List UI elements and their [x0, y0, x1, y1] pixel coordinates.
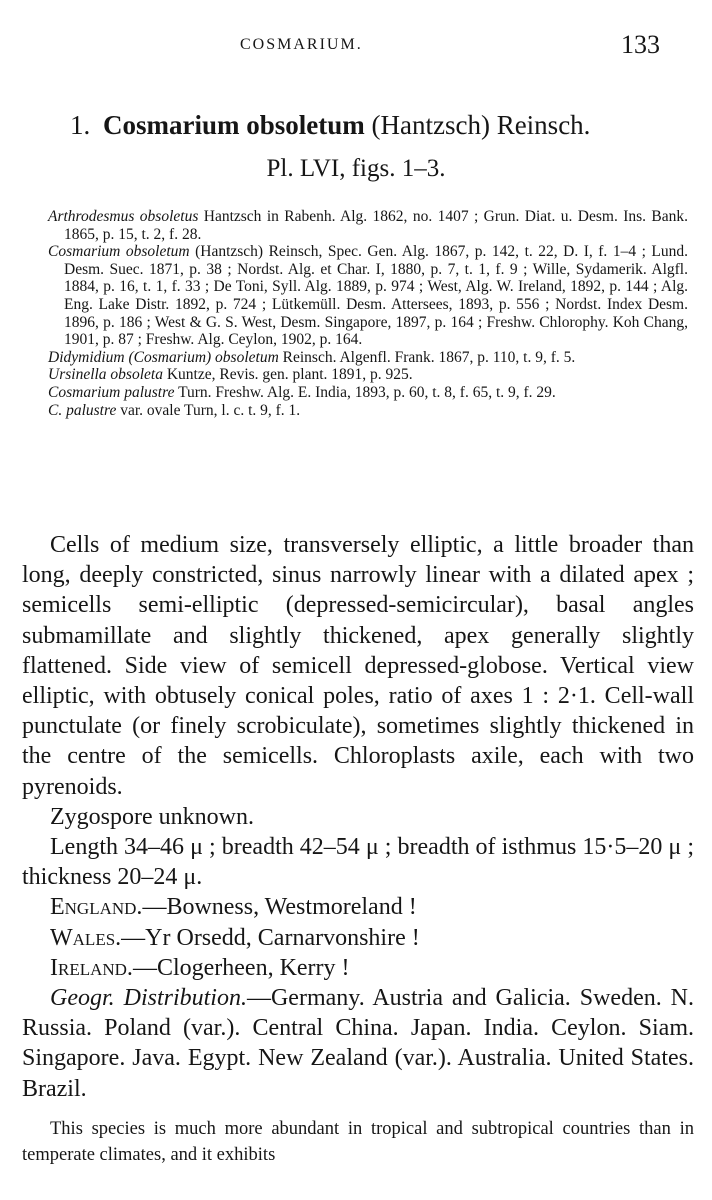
locality-wales — [22, 923, 694, 953]
distribution-label: Geogr. Distribution. — [50, 985, 247, 1012]
geographic-distribution — [22, 983, 694, 1104]
locality-england — [22, 892, 694, 922]
locality-region: Wales. — [50, 924, 122, 951]
locality-place: —Bowness, Westmoreland ! — [142, 894, 417, 921]
synonym-citation: Turn. Freshw. Alg. E. India, 1893, p. 60, t. 8, f. 65, t. 9, f. 29. — [178, 383, 556, 401]
synonym-name: Didymidium (Cosmarium) obsoletum — [48, 348, 279, 366]
locality-ireland — [22, 953, 694, 983]
species-authority: (Hantzsch) Reinsch. — [371, 110, 591, 140]
synonym-citation: Hantzsch in Rabenh. Alg. 1862, no. 1407 ; Grun. Diat. u. Desm. Ins. Bank. 1865, p. 15, t. 2, f. 28. — [64, 208, 689, 243]
synonym-citation: var. ovale Turn, l. c. t. 9, f. 1. — [120, 401, 301, 419]
species-heading — [70, 110, 670, 141]
locality-region: England. — [50, 894, 143, 921]
running-title: COSMARIUM. — [240, 36, 363, 53]
page-number: 133 — [621, 30, 660, 59]
synonym-entry — [48, 349, 688, 367]
synonym-name: Cosmarium palustre — [48, 383, 175, 401]
measurements: Length 34–46 μ ; breadth 42–54 μ ; breadth of isthmus 15·5–20 μ ; thickness 20–24 μ. — [22, 834, 694, 891]
species-number: 1. — [70, 110, 91, 140]
synonym-name: Cosmarium obsoletum — [48, 243, 190, 261]
synonym-entry — [48, 366, 688, 384]
species-description — [22, 530, 694, 1104]
note-paragraph: This species is much more abundant in tropical and subtropical countries than in temperate climates, and it exhibits — [22, 1119, 694, 1165]
synonym-entry — [48, 384, 688, 402]
plate-reference: Pl. LVI, figs. 1–3. — [266, 155, 446, 182]
synonym-entry — [48, 402, 688, 420]
synonym-citation: (Hantzsch) Reinsch, Spec. Gen. Alg. 1867, p. 142, t. 22, D. I, f. 1–4 ; Lund. Desm. Suec. 1871, p. 38 ; Nordst. Alg. et Char. I, 1880, p. 7, t. 1, f. 9 ; Wille, Sydamerik. Algfl. 1884, p. 16, t. 1, f. 33 ; De Toni, Syll. Alg. 1889, p. 974 ; West, Alg. W. Ireland, 1892, p. 144 ; Alg. Eng. Lake Distr. 1892, p. 724 ; Lütkemüll. Desm. Attersees, 1893, p. 556 ; Nordst. Index Desm. 1896, p. 186 ; West & G. S. West, Desm. Singapore, 1897, p. 164 ; Freshw. Chlorophy. Koh Chang, 1901, p. 87 ; Freshw. Alg. Ceylon, 1902, p. 164. — [64, 243, 688, 349]
locality-place: —Yr Orsedd, Carnarvonshire ! — [121, 924, 420, 951]
synonym-name: C. palustre — [48, 401, 117, 419]
synonym-name: Ursinella obsoleta — [48, 366, 163, 384]
running-head — [0, 30, 712, 62]
species-name: Cosmarium obsoletum — [103, 110, 365, 140]
synonym-citation: Kuntze, Revis. gen. plant. 1891, p. 925. — [166, 366, 413, 384]
synonym-citation: Reinsch. Algenfl. Frank. 1867, p. 110, t. 9, f. 5. — [282, 348, 576, 366]
zygospore-note: Zygospore unknown. — [50, 803, 254, 830]
species-note — [22, 1116, 694, 1168]
description-paragraph: Cells of medium size, transversely elliptic, a little broader than long, deeply constricted, sinus narrowly linear with a dilated apex ; semicells semi-elliptic (depressed-semicircular), basal angles submamillate and slightly thickened, apex generally slightly flattened. Side view of semicell depressed-globose. Vertical view elliptic, with obtusely conical poles, ratio of axes 1 : 2·1. Cell-wall punctulate (or finely scrobiculate), sometimes slightly thickened in the centre of the semicells. Chloroplasts axile, each with two pyrenoids. — [22, 532, 694, 800]
synonym-entry — [48, 243, 688, 349]
synonym-entry — [48, 208, 688, 243]
locality-region: Ireland. — [50, 954, 133, 981]
synonym-name: Arthrodesmus obsoletus — [48, 208, 199, 225]
synonymy-list — [48, 208, 688, 419]
distribution-text: —Germany. Austria and Galicia. Sweden. N. Russia. Poland (var.). Central China. Japan. India. Ceylon. Siam. Singapore. Java. Egypt. New Zealand (var.). Australia. United States. Brazil. — [22, 985, 695, 1102]
locality-place: —Clogerheen, Kerry ! — [132, 954, 350, 981]
